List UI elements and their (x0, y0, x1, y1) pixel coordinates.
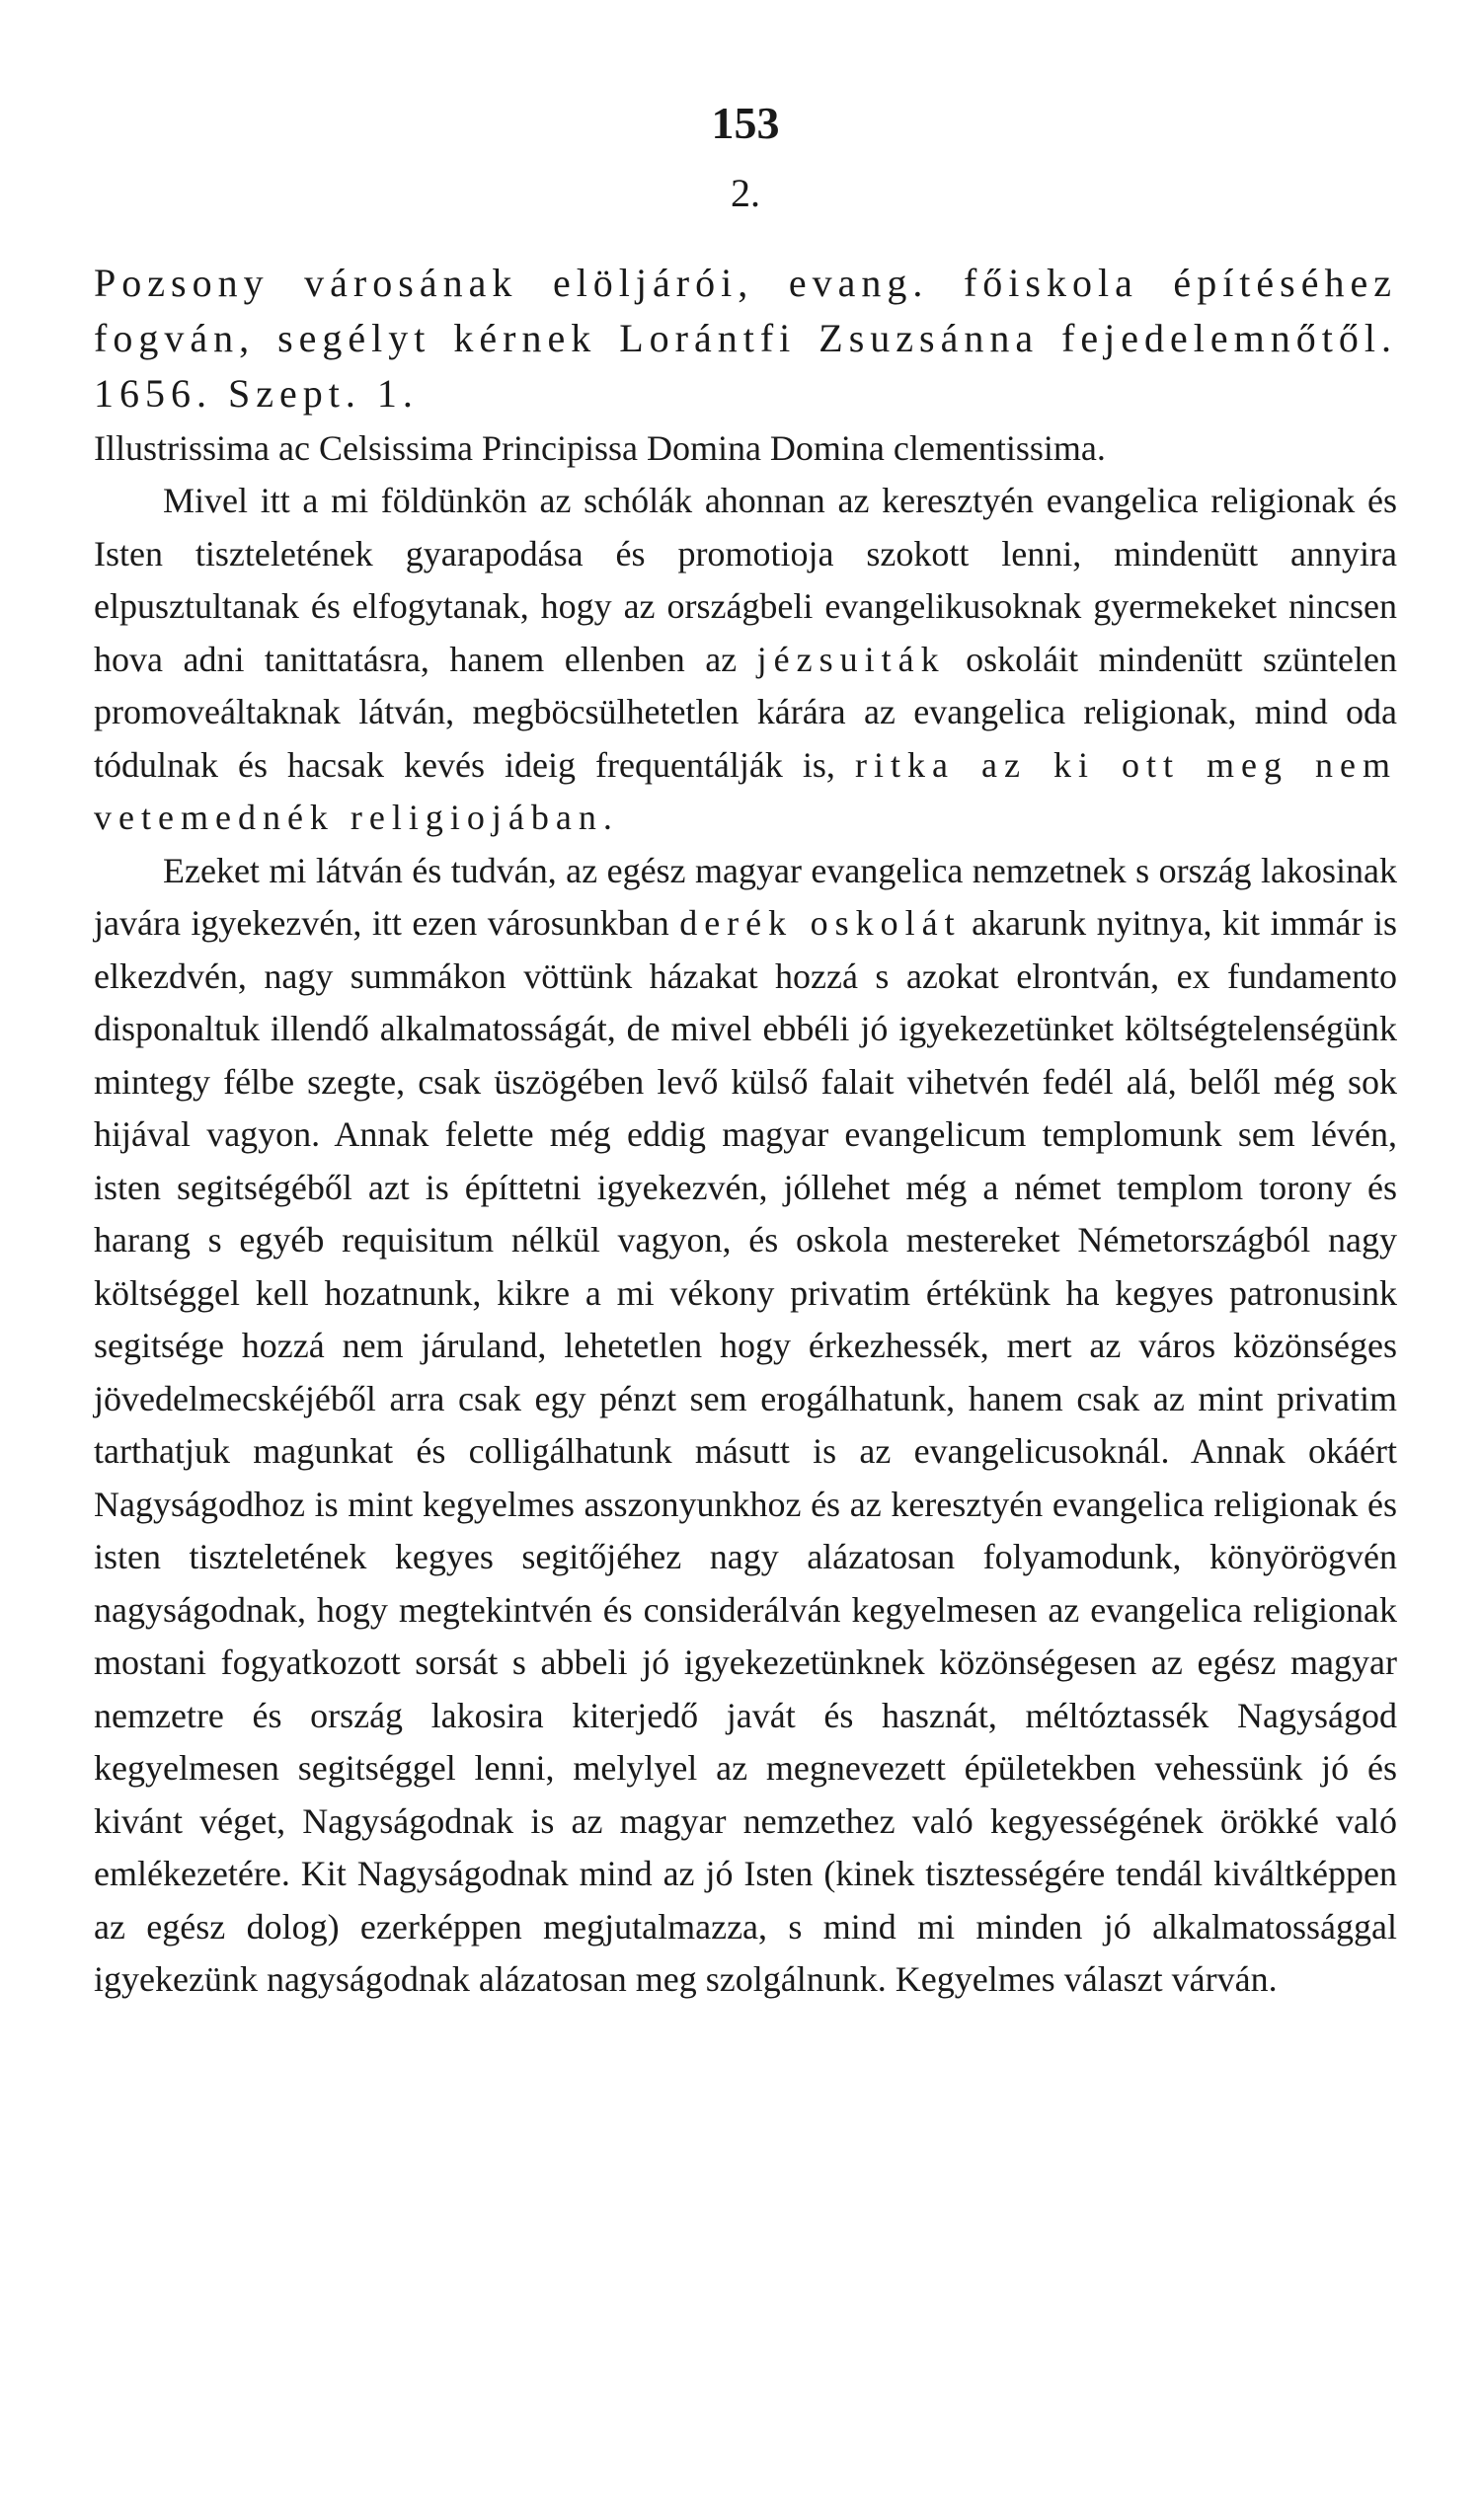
paragraph-1-text-1: Mivel itt a mi földünkön az schólák ahonnan az keresztyén evangelica religionak és Isten tiszteletének gyarapodása és promotioja szokott lenni, mindenütt annyira elpusztultanak és elfogytanak, hogy az országbeli evangelikusoknak gyermekeket nincsen hova adni tanittatásra, hanem ellenben az (94, 481, 1397, 679)
paragraph-2-spaced-1: derék oskolát (679, 903, 962, 943)
document-number: 2. (731, 171, 760, 215)
paragraph-1 (94, 475, 1397, 845)
paragraph-1-spaced-2: ritka az ki ott meg nem vetemednék religiojában. (94, 744, 1397, 837)
paragraph-1-text-2: oskoláit mindenütt szüntelen promoveáltaknak látván, megböcsülhetetlen kárára az evangelica religionak, mind oda tódulnak és hacsak kevés ideig frequentálják is, (94, 639, 1397, 785)
salutation: Illustrissima ac Celsissima Principissa Domina Domina clementissima. (94, 428, 1106, 468)
paragraph-1-spaced-1: jézsuiták (756, 639, 946, 679)
page-number: 153 (711, 98, 780, 148)
document-heading: Pozsony városának elöljárói, evang. főiskola építéséhez fogván, segélyt kérnek Lorántfi Zsuzsánna fejedelemnőtől. 1656. Szept. 1. (94, 261, 1397, 416)
document-page (94, 94, 1397, 2007)
paragraph-2 (94, 845, 1397, 2007)
paragraph-2-text-1: Ezeket mi látván és tudván, az egész magyar evangelica nemzetnek s ország lakosinak javára igyekezvén, itt ezen városunkban (94, 850, 1397, 943)
paragraph-2-text-2: akarunk nyitnya, kit immár is elkezdvén, nagy summákon vöttünk házakat hozzá s azokat elrontván, ex fundamento disponaltuk illendő alkalmatosságát, de mivel ebbéli jó igyekezetünket költségtelenségünk mintegy félbe szegte, csak üszögében levő külső falait vihetvén fedél alá, belől még sok hijával vagyon. Annak felette még eddig magyar evangelicum templomunk sem lévén, isten segitségéből azt is építtetni igyekezvén, jóllehet még a német templom torony és harang s egyéb requisitum nélkül vagyon, és oskola mestereket Németországból nagy költséggel kell hozatnunk, kikre a mi vékony privatim értékünk ha kegyes patronusink segitsége hozzá nem járuland, lehetetlen hogy érkezhessék, mert az város közönséges jövedelmecskéjéből arra csak egy pénzt sem erogálhatunk, hanem csak az mint privatim tarthatjuk magunkat és colligálhatunk másutt is az evangelicusoknál. Annak okáért Nagyságodhoz is mint kegyelmes asszonyunkhoz és az keresztyén evangelica religionak és isten tiszteletének kegyes segitőjéhez nagy alázatosan folyamodunk, könyörögvén nagyságodnak, hogy megtekintvén és considerálván kegyelmesen az evangelica religionak mostani fogyatkozott sorsát s abbeli jó igyekezetünknek közönségesen az egész magyar nemzetre és ország lakosira kiterjedő javát és hasznát, méltóztassék Nagyságod kegyelmesen segitséggel lenni, melylyel az megnevezett épületekben vehessünk jó és kivánt véget, Nagyságodnak is az magyar nemzethez való kegyességének örökké való emlékezetére. Kit Nagyságodnak mind az jó Isten (kinek tisztességére tendál kiváltképpen az egész dolog) ezerképpen megjutalmazza, s mind mi minden jó alkalmatossággal igyekezünk nagyságodnak alázatosan meg szolgálnunk. Kegyelmes választ várván. (94, 903, 1398, 1999)
